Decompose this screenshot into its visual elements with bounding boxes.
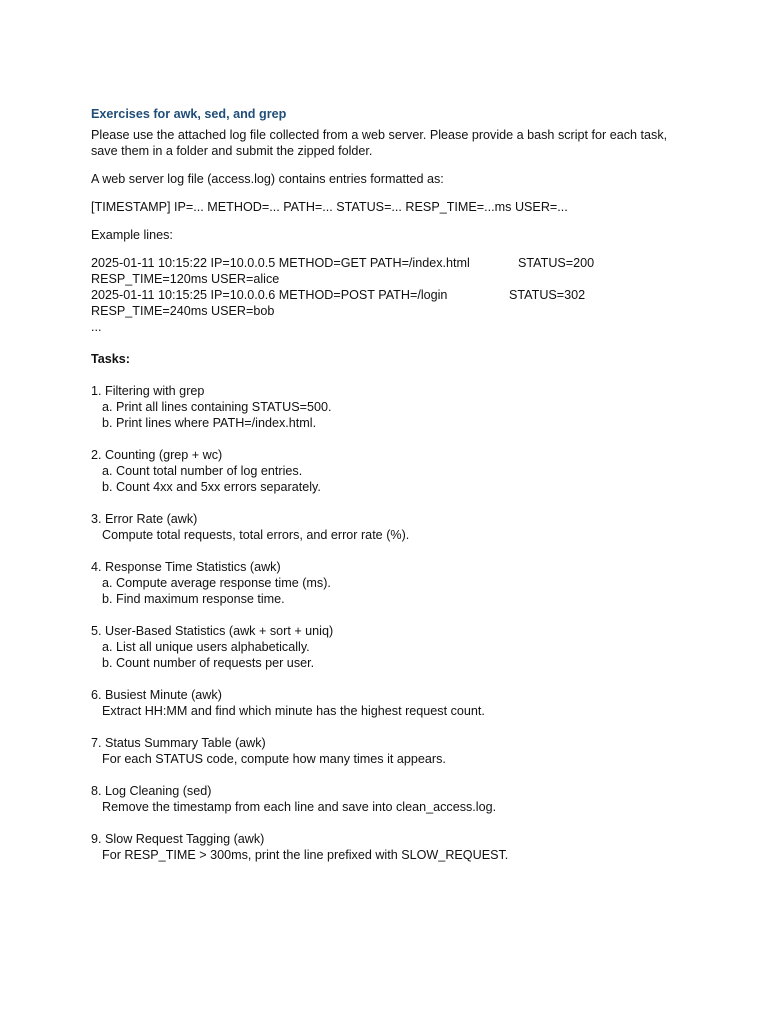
task-item bbox=[91, 511, 691, 543]
task-subitem: b. Count 4xx and 5xx errors separately. bbox=[102, 480, 321, 494]
example-line-main: 2025-01-11 10:15:22 IP=10.0.0.5 METHOD=GET PATH=/index.html bbox=[91, 256, 470, 270]
task-item bbox=[91, 735, 691, 767]
task-subitem: a. List all unique users alphabetically. bbox=[102, 640, 310, 654]
example-line-continuation bbox=[91, 303, 691, 319]
task-title: 1. Filtering with grep bbox=[91, 384, 205, 398]
example-ellipsis bbox=[91, 319, 691, 335]
task-title: 7. Status Summary Table (awk) bbox=[91, 736, 266, 750]
example-label: Example lines: bbox=[91, 228, 173, 242]
example-line-continuation bbox=[91, 271, 691, 287]
task-item bbox=[91, 559, 691, 607]
task-subitem: a. Compute average response time (ms). bbox=[102, 576, 331, 590]
task-title: 6. Busiest Minute (awk) bbox=[91, 688, 222, 702]
example-line-status: STATUS=302 bbox=[509, 288, 586, 302]
document-page bbox=[91, 106, 691, 879]
task-item bbox=[91, 687, 691, 719]
task-subitem: b. Find maximum response time. bbox=[102, 592, 285, 606]
task-title: 3. Error Rate (awk) bbox=[91, 512, 198, 526]
task-item bbox=[91, 831, 691, 863]
intro-paragraph: Please use the attached log file collected from a web server. Please provide a bash script for each task, save them in a folder and submit the zipped folder. bbox=[91, 128, 668, 158]
task-subitem: Remove the timestamp from each line and save into clean_access.log. bbox=[102, 800, 497, 814]
task-item bbox=[91, 383, 691, 431]
tasks-heading: Tasks: bbox=[91, 352, 130, 366]
example-block bbox=[91, 255, 691, 335]
task-item bbox=[91, 447, 691, 495]
task-title: 4. Response Time Statistics (awk) bbox=[91, 560, 281, 574]
example-line-main: 2025-01-11 10:15:25 IP=10.0.0.6 METHOD=POST PATH=/login bbox=[91, 288, 448, 302]
format-line: [TIMESTAMP] IP=... METHOD=... PATH=... STATUS=... RESP_TIME=...ms USER=... bbox=[91, 200, 568, 214]
example-line bbox=[91, 287, 691, 303]
task-subitem: b. Print lines where PATH=/index.html. bbox=[102, 416, 317, 430]
task-title: 5. User-Based Statistics (awk + sort + uniq) bbox=[91, 624, 334, 638]
task-subitem: b. Count number of requests per user. bbox=[102, 656, 315, 670]
task-subitem: a. Count total number of log entries. bbox=[102, 464, 303, 478]
example-line bbox=[91, 255, 691, 271]
task-item bbox=[91, 623, 691, 671]
task-title: 9. Slow Request Tagging (awk) bbox=[91, 832, 265, 846]
ellipsis-text: ... bbox=[91, 320, 102, 334]
task-subitem: a. Print all lines containing STATUS=500. bbox=[102, 400, 332, 414]
example-line-tail: RESP_TIME=120ms USER=alice bbox=[91, 272, 280, 286]
task-item bbox=[91, 783, 691, 815]
task-title: 8. Log Cleaning (sed) bbox=[91, 784, 212, 798]
example-line-status: STATUS=200 bbox=[518, 256, 595, 270]
format-intro: A web server log file (access.log) contains entries formatted as: bbox=[91, 172, 444, 186]
task-subitem: For RESP_TIME > 300ms, print the line prefixed with SLOW_REQUEST. bbox=[102, 848, 509, 862]
task-list bbox=[91, 383, 691, 863]
task-title: 2. Counting (grep + wc) bbox=[91, 448, 223, 462]
document-title: Exercises for awk, sed, and grep bbox=[91, 107, 287, 121]
task-subitem: For each STATUS code, compute how many times it appears. bbox=[102, 752, 446, 766]
example-line-tail: RESP_TIME=240ms USER=bob bbox=[91, 304, 275, 318]
task-subitem: Compute total requests, total errors, and error rate (%). bbox=[102, 528, 410, 542]
task-subitem: Extract HH:MM and find which minute has the highest request count. bbox=[102, 704, 485, 718]
